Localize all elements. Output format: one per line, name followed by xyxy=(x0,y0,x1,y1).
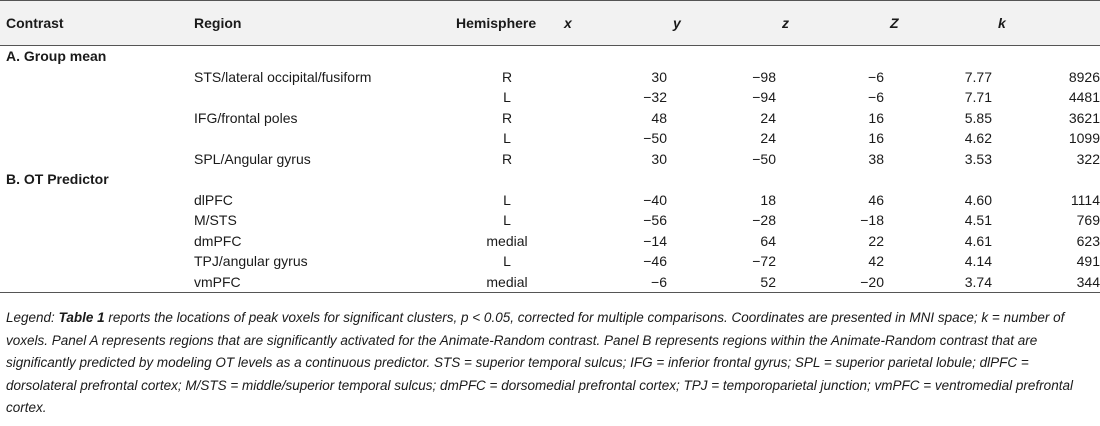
cell-z: 16 xyxy=(868,130,884,147)
cell-k: 769 xyxy=(1076,212,1100,229)
cell-region: M/STS xyxy=(194,212,237,229)
cell-hemisphere: medial xyxy=(486,273,528,290)
table-row xyxy=(0,108,1100,129)
table-row xyxy=(0,251,1100,272)
cell-k: 3621 xyxy=(1068,109,1100,126)
contrast-cell xyxy=(0,272,188,293)
cell-x: −50 xyxy=(643,130,667,147)
cell-hemisphere: L xyxy=(503,191,511,208)
section-row xyxy=(0,169,1100,190)
cell-k: 491 xyxy=(1076,253,1100,270)
table-row xyxy=(0,231,1100,252)
legend-text: reports the locations of peak voxels for significant clusters, p < 0.05, corrected for multiple comparisons. Coordinates are presented in MNI space; k = number of voxels. Panel A represents regions that are significantly activated for the Animate-Random contrast. Panel B represents regions within the Animate-Random contrast that are significantly predicted by modeling OT levels as a continuous predictor. STS = superior temporal sulcus; IFG = inferior frontal gyrus; SPL = superior parietal lobule; dlPFC = dorsolateral prefrontal cortex; M/STS = middle/superior temporal sulcus; dmPFC = dorsomedial prefrontal cortex; TPJ = temporoparietal junction; vmPFC = ventromedial prefrontal cortex. xyxy=(6,310,1073,415)
cell-hemisphere: L xyxy=(503,89,511,106)
cell-y: 52 xyxy=(760,273,776,290)
legend-table-ref: Table 1 xyxy=(58,310,105,325)
cell-z-score: 4.62 xyxy=(964,130,992,147)
cell-z-score: 3.53 xyxy=(964,150,992,167)
contrast-cell xyxy=(0,251,188,272)
col-header-x: x xyxy=(564,15,572,31)
cell-hemisphere: L xyxy=(503,212,511,229)
col-header-contrast: Contrast xyxy=(6,15,64,31)
cell-x: −40 xyxy=(643,191,667,208)
cell-z-score: 7.71 xyxy=(964,89,992,106)
table-row xyxy=(0,128,1100,149)
cell-region: dmPFC xyxy=(194,232,242,249)
cell-z: 42 xyxy=(868,253,884,270)
contrast-cell xyxy=(0,231,188,252)
cell-x: 48 xyxy=(651,109,667,126)
section-label: B. OT Predictor xyxy=(6,171,109,188)
cell-hemisphere: medial xyxy=(486,232,528,249)
table-row xyxy=(0,272,1100,293)
cell-k: 322 xyxy=(1076,150,1100,167)
cell-z: 46 xyxy=(868,191,884,208)
cell-z-score: 4.51 xyxy=(964,212,992,229)
cell-x: −32 xyxy=(643,89,667,106)
cell-z: 16 xyxy=(868,109,884,126)
cell-z-score: 3.74 xyxy=(964,273,992,290)
cell-x: −56 xyxy=(643,212,667,229)
cell-region: vmPFC xyxy=(194,273,241,290)
table-body xyxy=(0,46,1100,293)
cell-y: −28 xyxy=(752,212,776,229)
cell-k: 4481 xyxy=(1068,89,1100,106)
cell-z-score: 4.14 xyxy=(964,253,992,270)
cell-k: 8926 xyxy=(1068,68,1100,85)
cell-k: 623 xyxy=(1076,232,1100,249)
cell-y: −98 xyxy=(752,68,776,85)
cell-y: 24 xyxy=(760,109,776,126)
col-header-k: k xyxy=(998,15,1006,31)
cell-x: −46 xyxy=(643,253,667,270)
cell-z-score: 4.61 xyxy=(964,232,992,249)
cell-y: 64 xyxy=(760,232,776,249)
cell-y: 18 xyxy=(760,191,776,208)
table-header-row xyxy=(0,1,1100,46)
contrast-cell xyxy=(0,87,188,108)
cell-region xyxy=(188,87,450,108)
cell-k: 344 xyxy=(1076,273,1100,290)
cell-y: −50 xyxy=(752,150,776,167)
contrast-cell xyxy=(0,128,188,149)
col-header-z: z xyxy=(782,15,789,31)
table-row xyxy=(0,210,1100,231)
cell-k: 1099 xyxy=(1068,130,1100,147)
table-row xyxy=(0,67,1100,88)
table-legend xyxy=(6,307,1092,420)
cell-hemisphere: R xyxy=(501,150,513,167)
cell-region: IFG/frontal poles xyxy=(194,109,298,126)
contrast-cell xyxy=(0,108,188,129)
cell-y: 24 xyxy=(760,130,776,147)
cell-z: 38 xyxy=(868,150,884,167)
cell-region xyxy=(188,128,450,149)
col-header-Z: Z xyxy=(890,15,899,31)
table-row xyxy=(0,190,1100,211)
cell-x: −14 xyxy=(643,232,667,249)
contrast-cell xyxy=(0,149,188,170)
table-row xyxy=(0,149,1100,170)
cell-z: 22 xyxy=(868,232,884,249)
cell-x: 30 xyxy=(651,150,667,167)
cell-hemisphere: L xyxy=(503,130,511,147)
cell-z: −6 xyxy=(868,68,884,85)
cell-y: −94 xyxy=(752,89,776,106)
cell-hemisphere: R xyxy=(501,68,513,85)
cell-z: −20 xyxy=(860,273,884,290)
contrast-cell xyxy=(0,190,188,211)
cell-hemisphere: L xyxy=(503,253,511,270)
cell-k: 1114 xyxy=(1070,191,1100,208)
contrast-cell xyxy=(0,67,188,88)
cell-y: −72 xyxy=(752,253,776,270)
col-header-y: y xyxy=(673,15,681,31)
cell-region: dlPFC xyxy=(194,191,233,208)
col-header-region: Region xyxy=(194,15,242,31)
table-row xyxy=(0,87,1100,108)
cell-z: −6 xyxy=(868,89,884,106)
section-label: A. Group mean xyxy=(6,48,107,65)
section-row xyxy=(0,46,1100,67)
cell-z-score: 4.60 xyxy=(964,191,992,208)
cell-z-score: 5.85 xyxy=(964,109,992,126)
cell-region: TPJ/angular gyrus xyxy=(194,253,308,270)
cell-z-score: 7.77 xyxy=(964,68,992,85)
cell-hemisphere: R xyxy=(501,109,513,126)
cell-x: 30 xyxy=(651,68,667,85)
cell-region: SPL/Angular gyrus xyxy=(194,150,311,167)
cell-z: −18 xyxy=(860,212,884,229)
col-header-hemisphere: Hemisphere xyxy=(456,15,537,31)
legend-label: Legend: xyxy=(6,310,55,325)
contrast-cell xyxy=(0,210,188,231)
cell-x: −6 xyxy=(651,273,667,290)
cell-region: STS/lateral occipital/fusiform xyxy=(194,68,372,85)
